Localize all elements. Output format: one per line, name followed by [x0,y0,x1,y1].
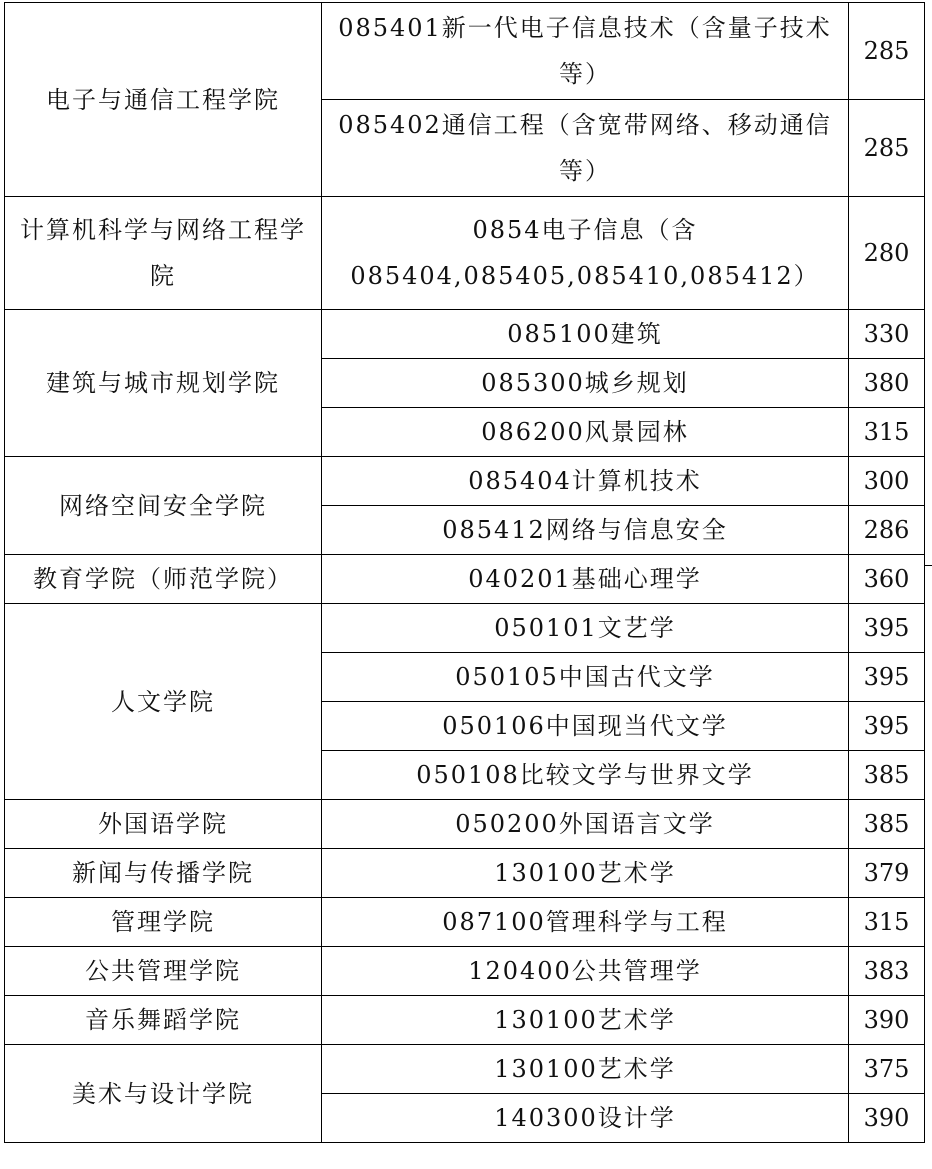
major-cell: 050106中国现当代文学 [322,702,849,751]
school-cell: 网络空间安全学院 [5,457,322,555]
major-cell: 050105中国古代文学 [322,653,849,702]
school-cell: 建筑与城市规划学院 [5,310,322,457]
score-cell: 390 [849,1094,925,1143]
school-cell: 教育学院（师范学院） [5,555,322,604]
score-cell: 375 [849,1045,925,1094]
table-row [5,310,925,359]
school-cell: 音乐舞蹈学院 [5,996,322,1045]
score-cell: 300 [849,457,925,506]
table-row [5,3,925,100]
major-cell: 130100艺术学 [322,996,849,1045]
major-cell: 085100建筑 [322,310,849,359]
major-cell: 085401新一代电子信息技术（含量子技术等） [322,3,849,100]
major-cell: 085402通信工程（含宽带网络、移动通信等） [322,100,849,197]
score-cell: 379 [849,849,925,898]
score-cell: 383 [849,947,925,996]
table-row [5,996,925,1045]
major-cell: 130100艺术学 [322,849,849,898]
major-cell: 120400公共管理学 [322,947,849,996]
table-row [5,197,925,310]
school-cell: 电子与通信工程学院 [5,3,322,197]
major-cell: 085412网络与信息安全 [322,506,849,555]
major-cell: 050108比较文学与世界文学 [322,751,849,800]
school-cell: 人文学院 [5,604,322,800]
score-cell: 280 [849,197,925,310]
table-row [5,898,925,947]
major-cell: 086200风景园林 [322,408,849,457]
school-cell: 管理学院 [5,898,322,947]
major-cell: 085404计算机技术 [322,457,849,506]
score-cell: 315 [849,898,925,947]
major-cell: 050200外国语言文学 [322,800,849,849]
score-cell: 315 [849,408,925,457]
score-cell: 360 [849,555,925,604]
score-cell: 286 [849,506,925,555]
score-cell: 285 [849,100,925,197]
table-row [5,457,925,506]
major-cell: 130100艺术学 [322,1045,849,1094]
table-row [5,555,925,604]
score-cell: 385 [849,751,925,800]
school-cell: 美术与设计学院 [5,1045,322,1143]
score-cell: 395 [849,653,925,702]
school-cell: 计算机科学与网络工程学院 [5,197,322,310]
table-row [5,849,925,898]
score-table [4,2,925,1143]
school-cell: 公共管理学院 [5,947,322,996]
major-cell: 050101文艺学 [322,604,849,653]
score-cell: 395 [849,702,925,751]
table-row [5,604,925,653]
major-cell: 085300城乡规划 [322,359,849,408]
score-cell: 390 [849,996,925,1045]
school-cell: 新闻与传播学院 [5,849,322,898]
school-cell: 外国语学院 [5,800,322,849]
score-cell: 380 [849,359,925,408]
table-row [5,1045,925,1094]
table-row [5,800,925,849]
score-cell: 285 [849,3,925,100]
table-border-stub [925,565,932,566]
score-cell: 385 [849,800,925,849]
score-cell: 395 [849,604,925,653]
major-cell: 040201基础心理学 [322,555,849,604]
score-cell: 330 [849,310,925,359]
major-cell: 087100管理科学与工程 [322,898,849,947]
major-cell: 0854电子信息（含085404,085405,085410,085412） [322,197,849,310]
table-row [5,947,925,996]
major-cell: 140300设计学 [322,1094,849,1143]
